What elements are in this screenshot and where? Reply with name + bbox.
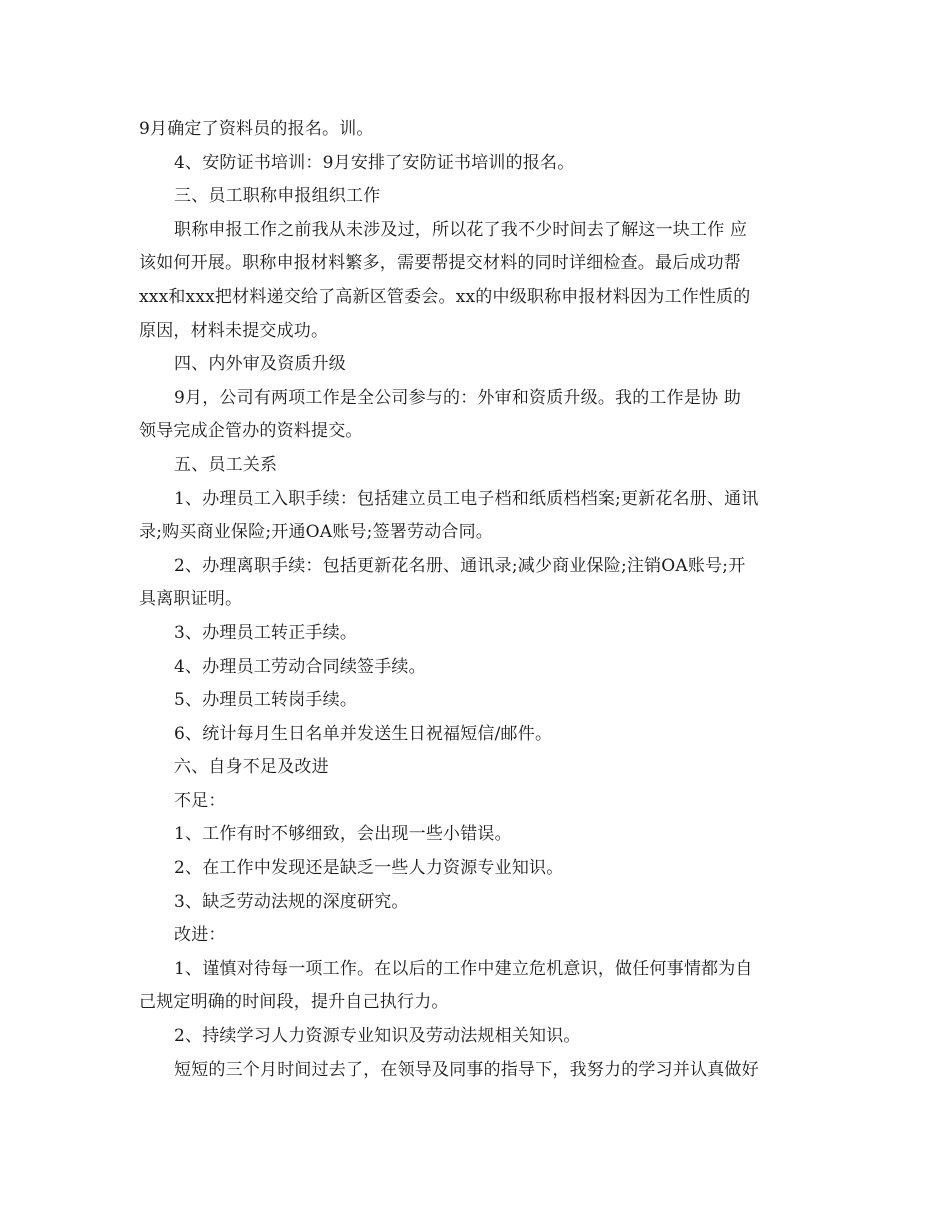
text-line: 原因，材料未提交成功。 [139, 320, 329, 341]
text-line: 2、办理离职手续：包括更新花名册、通讯录;减少商业保险;注销OA账号;开 [174, 555, 746, 576]
text-line: 1、谨慎对待每一项工作。在以后的工作中建立危机意识，做任何事情都为自 [174, 958, 753, 979]
subheading: 不足： [174, 790, 226, 811]
text-line: 具离职证明。 [139, 589, 243, 610]
text-line: 短短的三个月时间过去了，在领导及同事的指导下，我努力的学习并认真做好 [174, 1059, 759, 1080]
text-line: 6、统计每月生日名单并发送生日祝福短信/邮件。 [174, 723, 553, 744]
text-line: 4、办理员工劳动合同续签手续。 [174, 656, 426, 677]
text-line: 职称申报工作之前我从未涉及过，所以花了我不少时间去了解这一块工作 应 [174, 219, 748, 240]
text-line: 录;购买商业保险;开通OA账号;签署劳动合同。 [139, 522, 493, 543]
text-line: 2、在工作中发现还是缺乏一些人力资源专业知识。 [174, 858, 564, 879]
text-line: 4、安防证书培训：9月安排了安防证书培训的报名。 [174, 152, 575, 173]
section-heading: 六、自身不足及改进 [174, 757, 329, 778]
text-line: 1、工作有时不够细致，会出现一些小错误。 [174, 824, 512, 845]
section-heading: 五、员工关系 [174, 454, 278, 475]
document-body [139, 113, 829, 1087]
text-line: 2、持续学习人力资源专业知识及劳动法规相关知识。 [174, 1026, 581, 1047]
section-heading: 四、内外审及资质升级 [174, 354, 346, 375]
text-line: 9月，公司有两项工作是全公司参与的：外审和资质升级。我的工作是协 助 [174, 387, 742, 408]
text-line: 1、办理员工入职手续：包括建立员工电子档和纸质档档案;更新花名册、通讯 [174, 488, 759, 509]
text-line: 9月确定了资料员的报名。训。 [139, 119, 374, 139]
text-line: 3、缺乏劳动法规的深度研究。 [174, 891, 409, 912]
text-line: 该如何开展。职称申报材料繁多，需要帮提交材料的同时详细检查。最后成功帮 [139, 253, 741, 274]
text-line: 领导完成企管办的资料提交。 [139, 421, 363, 442]
text-line: 3、办理员工转正手续。 [174, 622, 358, 643]
text-line: xxx和xxx把材料递交给了高新区管委会。xx的中级职称申报材料因为工作性质的 [139, 286, 751, 307]
text-line: 5、办理员工转岗手续。 [174, 690, 358, 711]
section-heading: 三、员工职称申报组织工作 [174, 186, 381, 207]
subheading: 改进： [174, 925, 226, 946]
text-line: 己规定明确的时间段，提升自己执行力。 [139, 992, 449, 1013]
